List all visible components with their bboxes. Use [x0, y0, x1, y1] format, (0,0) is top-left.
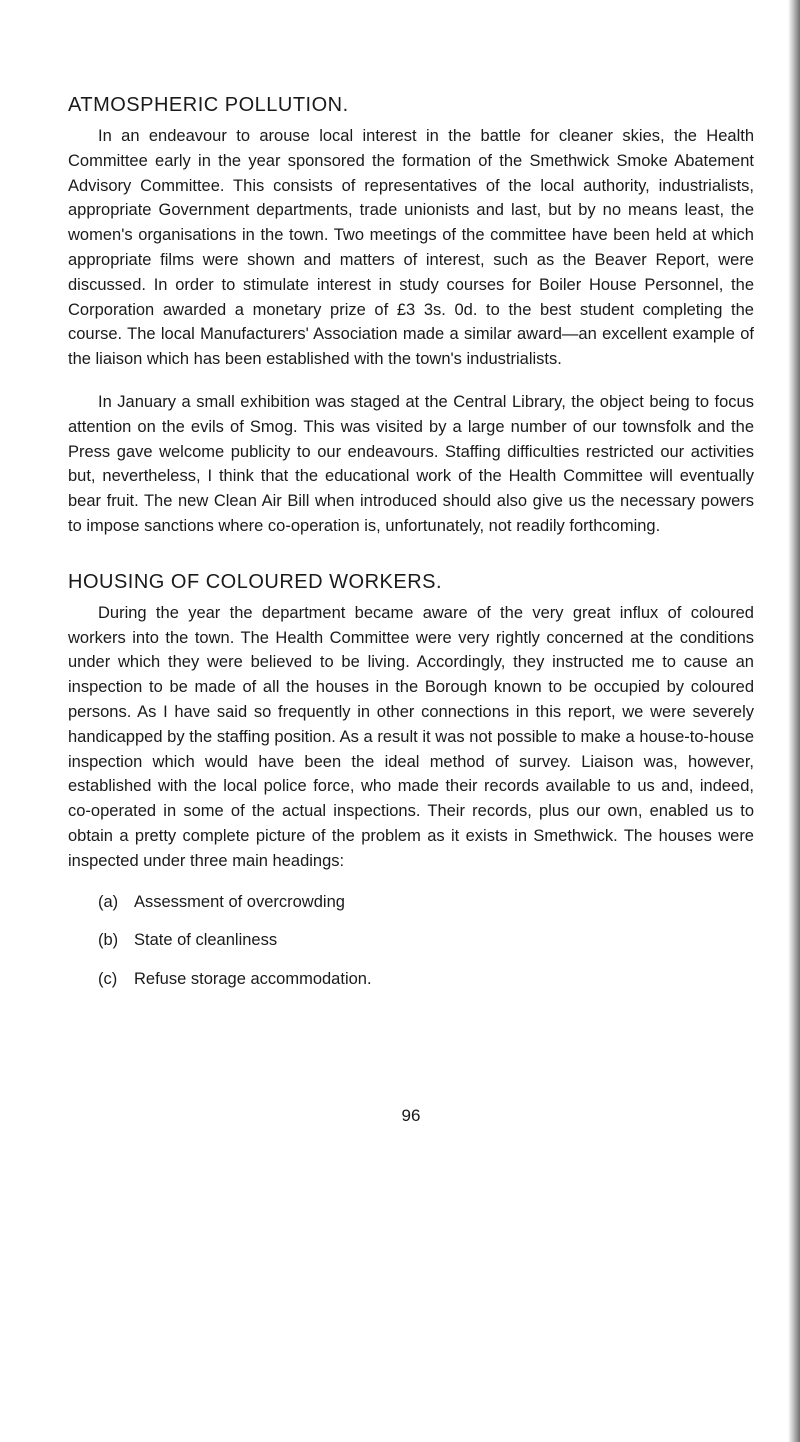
list-item-text: State of cleanliness — [134, 931, 278, 950]
list-item — [68, 928, 754, 953]
list-marker: (c) — [98, 970, 118, 989]
paragraph-housing-inspection: During the year the department became aware of the very great influx of coloured workers into the town. The Health Committee were very rightly concerned at the conditions under which they were believed to be living. Accordingly, they instructed me to cause an inspection to be made of all the houses in the Borough known to be occupied by coloured persons. As I have said so frequently in other connections in this report, we were severely handicapped by the staffing position. As a result it was not possible to make a house-to-house inspection which would have been the ideal method of survey. Liaison was, however, established with the local police force, who made their records available to us and, indeed, co-operated in some of the actual inspections. Their records, plus our own, enabled us to obtain a pretty complete picture of the problem as it exists in Smethwick. The houses were inspected under three main headings: — [68, 603, 754, 870]
inspection-headings-list — [68, 890, 754, 992]
list-marker: (a) — [98, 892, 119, 911]
page-edge-shadow — [788, 0, 800, 1442]
list-item-text: Refuse storage accommodation. — [134, 970, 372, 989]
list-item — [68, 967, 754, 992]
list-item — [68, 890, 754, 915]
list-item-text: Assessment of overcrowding — [134, 892, 345, 911]
section-heading-housing: HOUSING OF COLOURED WORKERS. — [68, 570, 443, 593]
section-heading-atmospheric-pollution: ATMOSPHERIC POLLUTION. — [68, 94, 349, 116]
paragraph-smoke-abatement: In an endeavour to arouse local interest in the battle for cleaner skies, the Health Committee early in the year sponsored the formation of the Smethwick Smoke Abatement Advisory Committee. This consists of representatives of the local authority, industrialists, appropriate Government departments, trade unionists and last, but by no means least, the women's organisations in the town. Two meetings of the committee have been held at which appropriate films were shown and matters of interest, such as the Beaver Report, were discussed. In order to stimulate interest in study courses for Boiler House Personnel, the Corporation awarded a monetary prize of £3 3s. 0d. to the best student completing the course. The local Manufacturers' Association made a similar award—an excellent example of the liaison which has been established with the town's industrialists. — [68, 127, 754, 369]
list-marker: (b) — [98, 931, 119, 950]
document-page — [68, 92, 754, 1125]
paragraph-smog-exhibition: In January a small exhibition was staged at the Central Library, the object being to focus attention on the evils of Smog. This was visited by a large number of our townsfolk and the Press gave welcome publicity to our endeavours. Staffing difficulties restricted our activities but, nevertheless, I think that the educational work of the Health Committee will eventually bear fruit. The new Clean Air Bill when introduced should also give us the necessary powers to impose sanctions where co-operation is, unfortunately, not readily forthcoming. — [68, 392, 754, 535]
page-number: 96 — [401, 1106, 421, 1125]
